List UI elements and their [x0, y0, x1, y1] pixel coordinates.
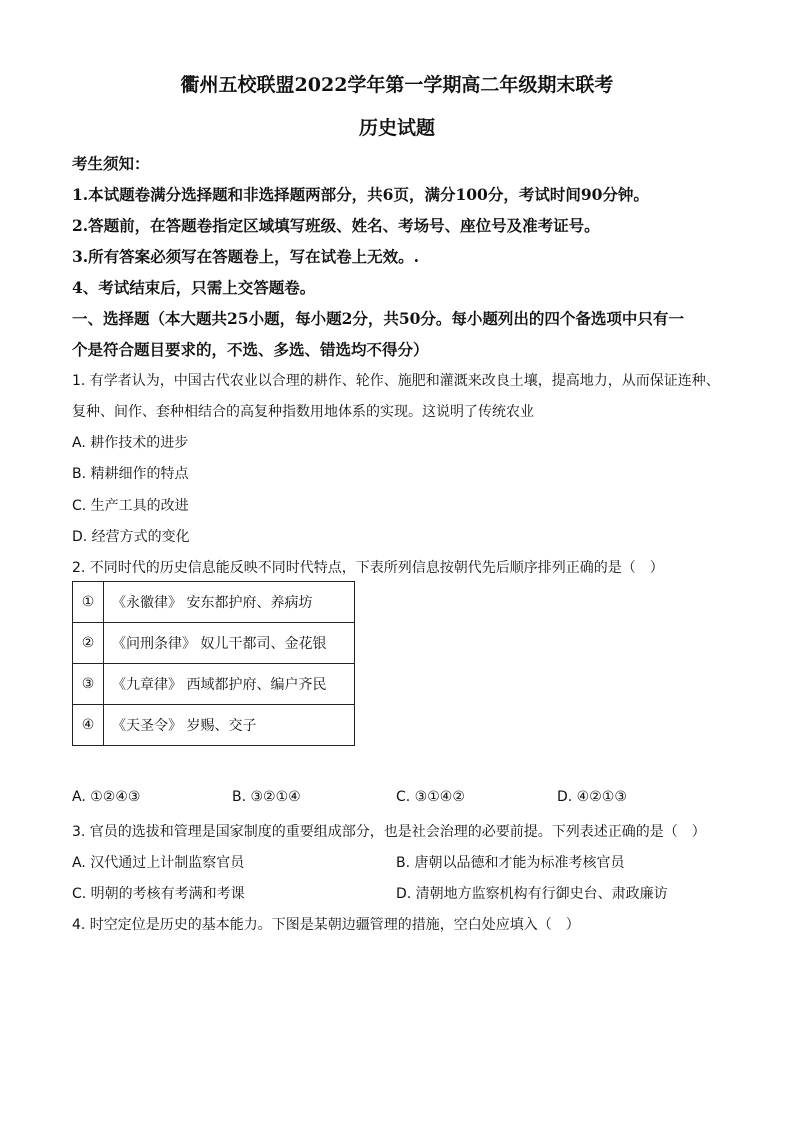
exam-title: 衢州五校联盟2022学年第一学期高二年级期末联考 — [180, 74, 614, 96]
q2-option-d: D. ④②①③ — [557, 789, 627, 805]
q2-option-a: A. ①②④③ — [72, 789, 141, 805]
table-cell-num: ③ — [73, 664, 104, 705]
q2-stem: 2. 不同时代的历史信息能反映不同时代特点，下表所列信息按朝代先后顺序排列正确的是（ ） — [72, 560, 664, 576]
notice-item-4: 4、考试结束后，只需上交答题卷。 — [72, 278, 316, 297]
q1-option-c: C. 生产工具的改进 — [72, 498, 189, 514]
q2-option-c: C. ③①④② — [396, 789, 465, 805]
table-row — [73, 664, 355, 705]
q1-option-d: D. 经营方式的变化 — [72, 529, 190, 545]
notice-item-2: 2.答题前，在答题卷指定区域填写班级、姓名、考场号、座位号及准考证号。 — [72, 216, 600, 235]
table-row — [73, 623, 355, 664]
notice-item-1: 1.本试题卷满分选择题和非选择题两部分，共6页，满分100分，考试时间90分钟。 — [72, 185, 649, 204]
section-instruction-line1: 一、选择题（本大题共25小题，每小题2分，共50分。每小题列出的四个备选项中只有一 — [72, 309, 684, 328]
table-row — [73, 582, 355, 623]
table-cell-num: ④ — [73, 705, 104, 746]
table-cell-text: 《天圣令》 岁赐、交子 — [104, 705, 355, 746]
table-cell-text: 《问刑条律》 奴儿干都司、金花银 — [104, 623, 355, 664]
table-row — [73, 705, 355, 746]
q3-option-d: D. 清朝地方监察机构有行御史台、肃政廉访 — [396, 886, 668, 902]
q2-info-table — [72, 581, 355, 746]
notice-heading: 考生须知： — [72, 154, 150, 173]
table-cell-text: 《九章律》 西域都护府、编户齐民 — [104, 664, 355, 705]
q1-stem-line1: 1. 有学者认为，中国古代农业以合理的耕作、轮作、施肥和灌溉来改良土壤，提高地力，从而保证连种、 — [72, 373, 720, 389]
q4-stem: 4. 时空定位是历史的基本能力。下图是某朝边疆管理的措施，空白处应填入（ ） — [72, 917, 580, 933]
section-instruction-line2: 个是符合题目要求的，不选、多选、错选均不得分） — [72, 340, 429, 359]
q1-stem-line2: 复种、间作、套种相结合的高复种指数用地体系的实现。这说明了传统农业 — [72, 404, 534, 420]
notice-item-3: 3.所有答案必须写在答题卷上，写在试卷上无效。. — [72, 247, 420, 266]
q2-option-b: B. ③②①④ — [232, 789, 301, 805]
table-cell-text: 《永徽律》 安东都护府、养病坊 — [104, 582, 355, 623]
q1-option-b: B. 精耕细作的特点 — [72, 466, 189, 482]
exam-subject: 历史试题 — [358, 117, 435, 139]
q1-option-a: A. 耕作技术的进步 — [72, 435, 189, 451]
table-cell-num: ② — [73, 623, 104, 664]
q3-option-a: A. 汉代通过上计制监察官员 — [72, 855, 245, 871]
table-cell-num: ① — [73, 582, 104, 623]
q3-option-c: C. 明朝的考核有考满和考课 — [72, 886, 245, 902]
q3-stem: 3. 官员的选拔和管理是国家制度的重要组成部分，也是社会治理的必要前提。下列表述正确的是（ ） — [72, 824, 706, 840]
q3-option-b: B. 唐朝以品德和才能为标准考核官员 — [396, 855, 625, 871]
